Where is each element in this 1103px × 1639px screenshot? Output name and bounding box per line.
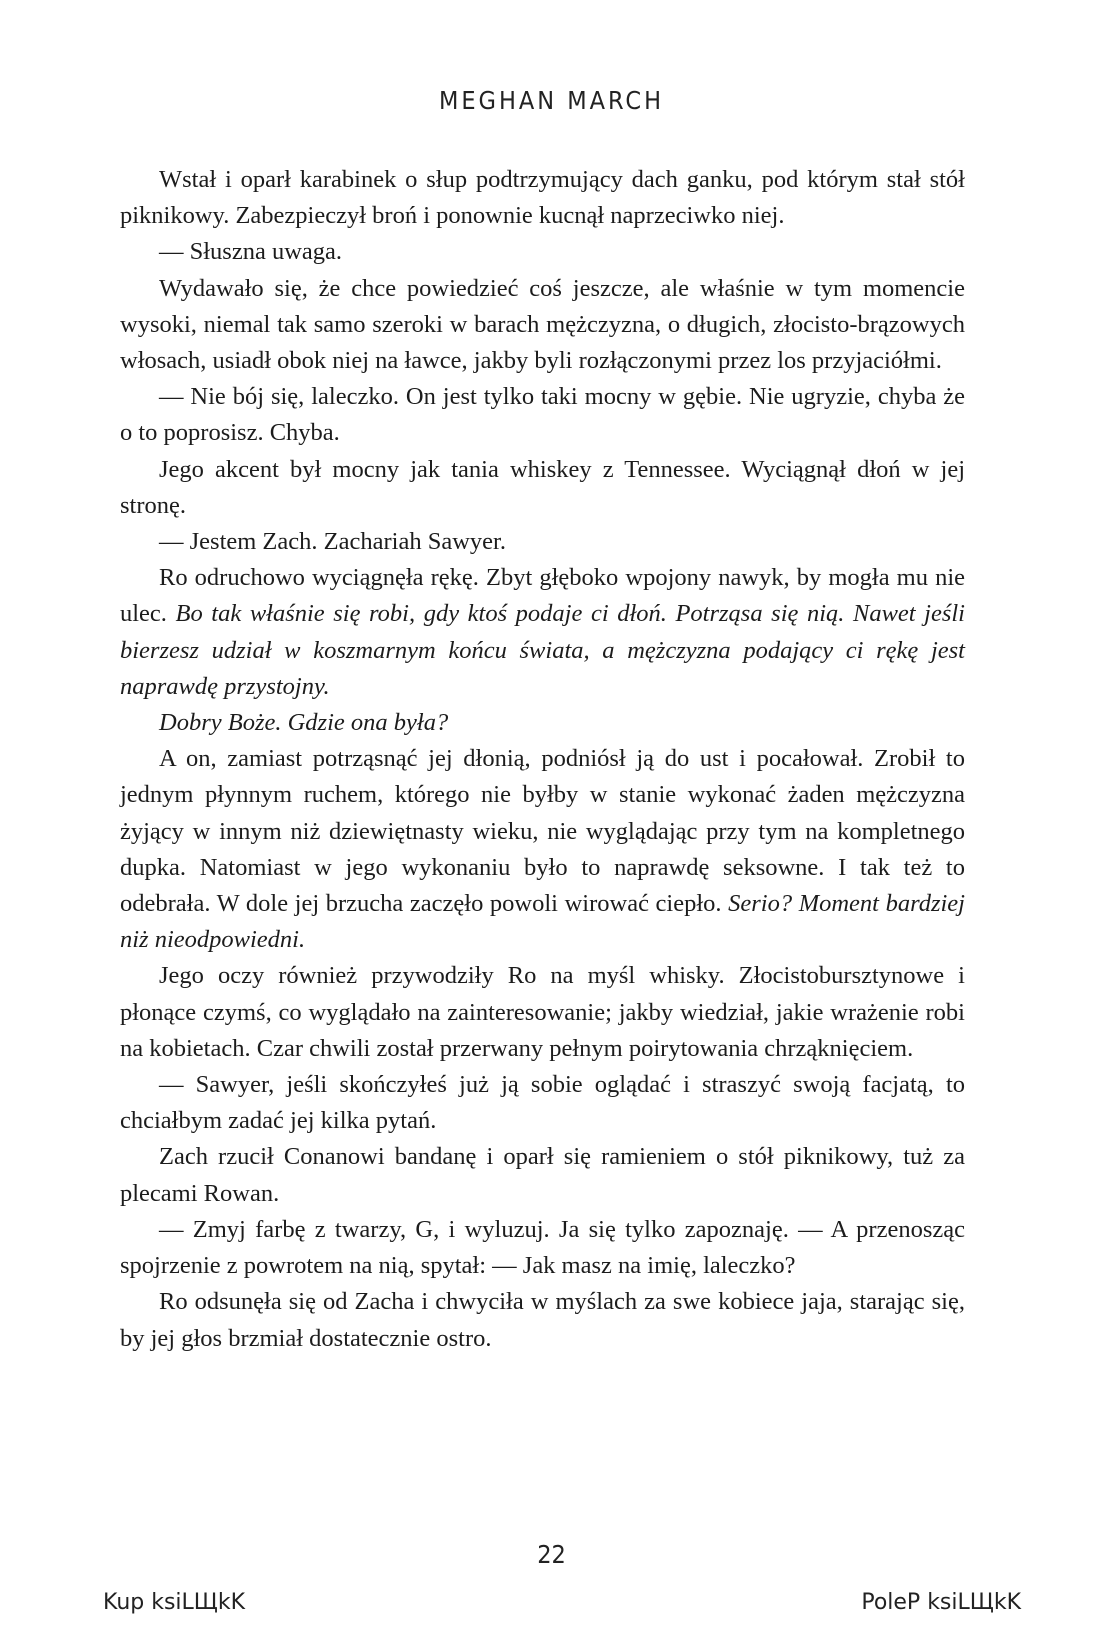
text-run: Ro odruchowo wyciągnęła rękę. Zbyt głęboko wpojony nawyk, by mogła mu nie ulec.	[120, 564, 965, 628]
italic-text: Bo tak właśnie się robi, gdy ktoś podaje ci dłoń. Potrząsa się nią. Nawet jeśli bierzesz udział w koszmarnym końcu świata, a mężczyzna podający ci rękę jest naprawdę przystojny.	[120, 600, 965, 700]
text-run: Zach rzucił Conanowi bandanę i oparł się ramieniem o stół piknikowy, tuż za plecami Rowan.	[120, 1143, 965, 1207]
paragraph	[120, 705, 965, 741]
text-run: — Jestem Zach. Zachariah Sawyer.	[159, 528, 506, 556]
italic-text: Dobry Boże. Gdzie ona była?	[159, 709, 449, 737]
paragraph	[120, 560, 965, 705]
text-run: — Sawyer, jeśli skończyłeś już ją sobie oglądać i straszyć swoją facjatą, to chciałbym zadać jej kilka pytań.	[120, 1071, 965, 1135]
text-run: Wydawało się, że chce powiedzieć coś jeszcze, ale właśnie w tym momencie wysoki, niemal tak samo szeroki w barach mężczyzna, o długich, złocisto-brązowych włosach, usiadł obok niej na ławce, jakby byli rozłączonymi przez los przyjaciółmi.	[120, 274, 965, 375]
paragraph	[120, 1067, 965, 1139]
paragraph	[120, 1284, 965, 1356]
paragraph	[120, 271, 965, 380]
buy-book-link[interactable]: Kup ksiLЩkK	[103, 1590, 246, 1615]
text-run: — Nie bój się, laleczko. On jest tylko taki mocny w gębie. Nie ugryzie, chyba że o to poprosisz. Chyba.	[120, 383, 965, 447]
paragraph	[120, 1212, 965, 1284]
text-run: Ro odsunęła się od Zacha i chwyciła w myślach za swe kobiece jaja, starając się, by jej głos brzmiał dostatecznie ostro.	[120, 1288, 965, 1352]
italic-text: Serio? Moment bardziej niż nieodpowiedni.	[120, 890, 965, 954]
text-run: Jego oczy również przywodziły Ro na myśl whisky. Złocistobursztynowe i płonące czymś, co wyglądało na zainteresowanie; jakby wiedział, jakie wrażenie robi na kobietach. Czar chwili został przerwany pełnym poirytowania chrząknięciem.	[120, 962, 965, 1062]
text-run: A on, zamiast potrząsnąć jej dłonią, podniósł ją do ust i pocałował. Zrobił to jednym płynnym ruchem, którego nie byłby w stanie wykonać żaden mężczyzna żyjący w innym niż dziewiętnasty wieku, nie wyglądając przy tym na kompletnego dupka. Natomiast w jego wykonaniu było to naprawdę seksowne. I tak też to odebrała. W dole jej brzucha zaczęło powoli wirować ciepło.	[120, 745, 965, 918]
text-run: Wstał i oparł karabinek o słup podtrzymujący dach ganku, pod którym stał stół piknikowy. Zabezpieczył broń i ponownie kucnął naprzeciwko niej.	[120, 166, 965, 230]
paragraph	[120, 379, 965, 451]
paragraph	[120, 741, 965, 958]
recommend-book-link[interactable]: PoleP ksiLЩkK	[861, 1590, 1021, 1615]
paragraph	[120, 1139, 965, 1211]
paragraph	[120, 162, 965, 234]
running-head: MEGHAN MARCH	[438, 86, 665, 115]
paragraph	[120, 524, 965, 560]
body-text	[120, 162, 965, 1357]
text-run: Jego akcent był mocny jak tania whiskey z Tennessee. Wyciągnął dłoń w jej stronę.	[120, 455, 965, 519]
text-run: — Słuszna uwaga.	[159, 238, 343, 266]
paragraph	[120, 234, 965, 270]
text-run: — Zmyj farbę z twarzy, G, i wyluzuj. Ja się tylko zapoznaję. — A przenosząc spojrzenie z powrotem na nią, spytał: — Jak masz na imię, laleczko?	[120, 1215, 965, 1280]
paragraph	[120, 452, 965, 524]
paragraph	[120, 958, 965, 1067]
page-number: 22	[537, 1540, 566, 1569]
